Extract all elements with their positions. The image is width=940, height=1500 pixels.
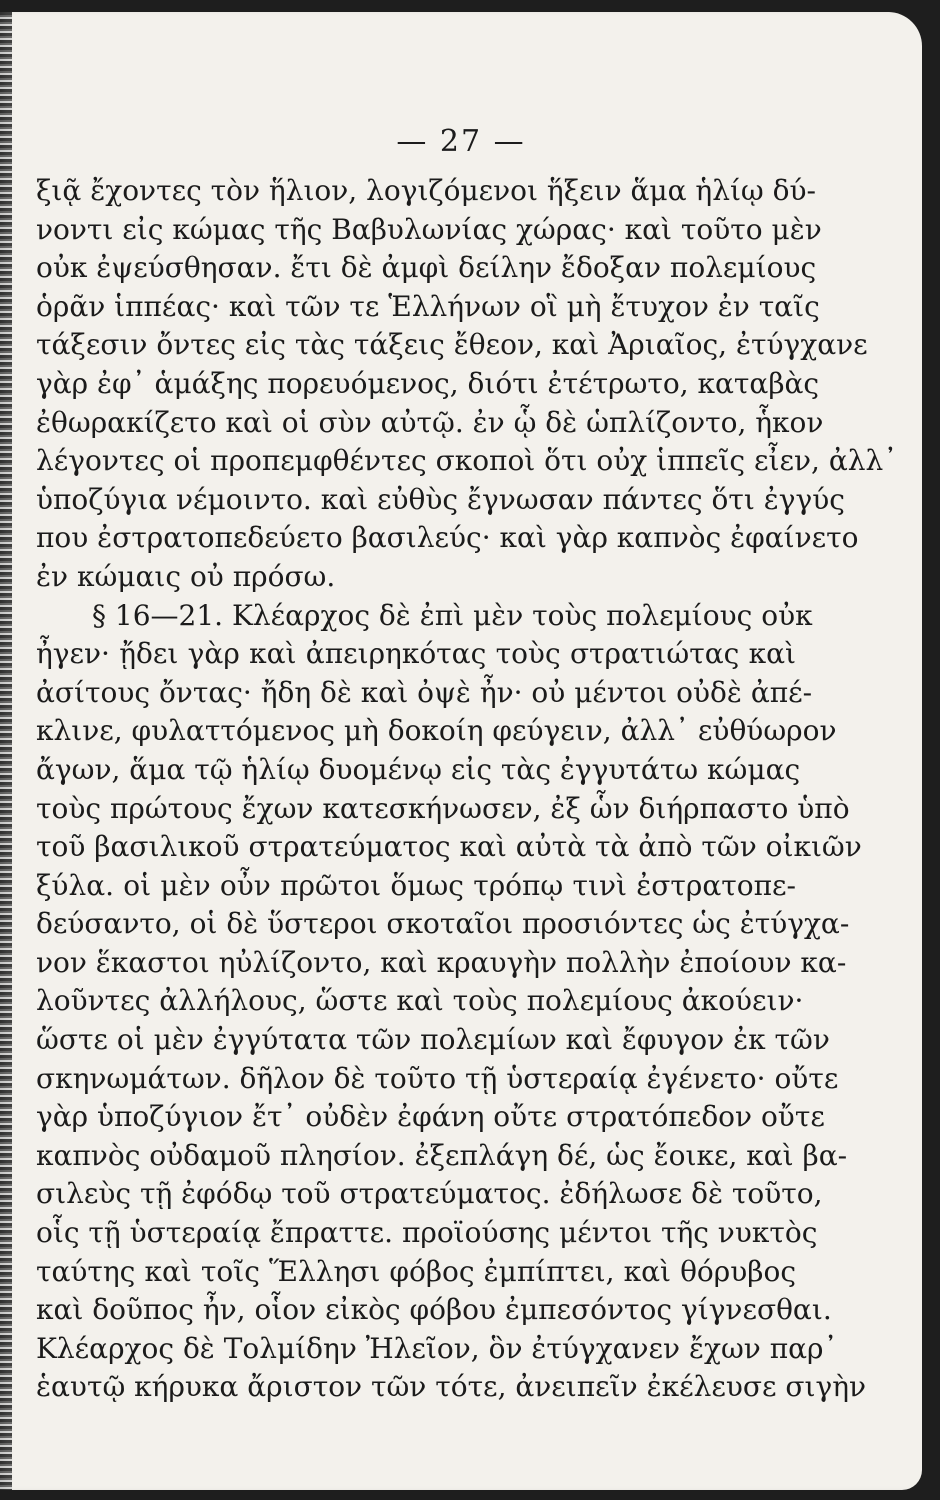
text-line: ξιᾷ ἔχοντες τὸν ἥλιον, λογιζόμενοι ἥξειν ἅμα ἡλίῳ δύ-	[36, 174, 817, 207]
section-heading-line: § 16—21. Κλέαρχος δὲ ἐπὶ μὲν τοὺς πολεμίους οὐκ	[92, 598, 813, 632]
text-line: τοὺς πρώτους ἔχων κατεσκήνωσεν, ἐξ ὧν διήρπαστο ὑπὸ	[36, 791, 850, 825]
page-binding-edge	[0, 12, 12, 1490]
text-line: καὶ δοῦπος ἦν, οἷον εἰκὸς φόβου ἐμπεσόντος γίγνεσθαι.	[36, 1293, 832, 1327]
text-line: ἐν κώμαις οὐ πρόσω.	[36, 559, 336, 593]
text-line: νοντι εἰς κώμας τῆς Βαβυλωνίας χώρας· καὶ τοῦτο μὲν	[36, 212, 822, 246]
text-line: οὐκ ἐψεύσθησαν. ἔτι δὲ ἀμφὶ δείλην ἔδοξαν πολεμίους	[36, 251, 817, 285]
text-line: ἦγεν· ᾔδει γὰρ καὶ ἀπειρηκότας τοὺς στρατιώτας καὶ	[36, 637, 796, 671]
text-line: νον ἕκαστοι ηὐλίζοντο, καὶ κραυγὴν πολλὴν ἐποίουν κα-	[36, 945, 847, 979]
text-line: που ἐστρατοπεδεύετο βασιλεύς· καὶ γὰρ καπνὸς ἐφαίνετο	[36, 521, 859, 555]
text-line: Κλέαρχος δὲ Τολμίδην Ἠλεῖον, ὃν ἐτύγχανεν ἔχων παρ᾽	[36, 1331, 838, 1365]
text-line: καπνὸς οὐδαμοῦ πλησίον. ἐξεπλάγη δέ, ὡς ἔοικε, καὶ βα-	[36, 1138, 848, 1172]
text-line: ξύλα. οἱ μὲν οὖν πρῶτοι ὅμως τρόπῳ τινὶ ἐστρατοπε-	[36, 868, 796, 902]
text-line: ὁρᾶν ἱππέας· καὶ τῶν τε Ἑλλήνων οἳ μὴ ἔτυχον ἐν ταῖς	[36, 289, 820, 323]
text-line: λέγοντες οἱ προπεμφθέντες σκοποὶ ὅτι οὐχ ἱππεῖς εἶεν, ἀλλ᾽	[36, 444, 898, 478]
text-line: γὰρ ὑποζύγιον ἔτ᾽ οὐδὲν ἐφάνη οὔτε στρατόπεδον οὔτε	[36, 1100, 825, 1134]
page-number: — 27 —	[396, 124, 526, 159]
text-line: γὰρ ἐφ᾽ ἁμάξης πορευόμενος, διότι ἐτέτρωτο, καταβὰς	[36, 366, 820, 400]
body-text	[36, 172, 898, 1407]
text-line: ἑαυτῷ κήρυκα ἄριστον τῶν τότε, ἀνειπεῖν ἐκέλευσε σιγὴν	[36, 1370, 867, 1404]
text-line: ὥστε οἱ μὲν ἐγγύτατα τῶν πολεμίων καὶ ἔφυγον ἐκ τῶν	[36, 1023, 830, 1057]
text-line: οἷς τῇ ὑστεραίᾳ ἔπραττε. προϊούσης μέντοι τῆς νυκτὸς	[36, 1216, 818, 1250]
text-line: λοῦντες ἀλλήλους, ὥστε καὶ τοὺς πολεμίους ἀκούειν·	[36, 984, 804, 1018]
text-line: ὑποζύγια νέμοιντο. καὶ εὐθὺς ἔγνωσαν πάντες ὅτι ἐγγύς	[36, 482, 845, 516]
book-page	[0, 12, 922, 1490]
text-line: ἀσίτους ὄντας· ἤδη δὲ καὶ ὀψὲ ἦν· οὐ μέντοι οὐδὲ ἀπέ-	[36, 675, 813, 709]
text-line: ταύτης καὶ τοῖς Ἕλλησι φόβος ἐμπίπτει, καὶ θόρυβος	[36, 1254, 796, 1288]
text-line: σιλεὺς τῇ ἐφόδῳ τοῦ στρατεύματος. ἐδήλωσε δὲ τοῦτο,	[36, 1177, 823, 1211]
text-line: δεύσαντο, οἱ δὲ ὕστεροι σκοταῖοι προσιόντες ὡς ἐτύγχα-	[36, 907, 850, 941]
text-line: ἄγων, ἅμα τῷ ἡλίῳ δυομένῳ εἰς τὰς ἐγγυτάτω κώμας	[36, 752, 801, 786]
text-line: τοῦ βασιλικοῦ στρατεύματος καὶ αὐτὰ τὰ ἀπὸ τῶν οἰκιῶν	[36, 830, 862, 864]
text-line: κλινε, φυλαττόμενος μὴ δοκοίη φεύγειν, ἀλλ᾽ εὐθύωρον	[36, 714, 837, 748]
text-line: ἐθωρακίζετο καὶ οἱ σὺν αὐτῷ. ἐν ᾧ δὲ ὡπλίζοντο, ἧκον	[36, 405, 824, 439]
text-line: τάξεσιν ὄντες εἰς τὰς τάξεις ἔθεον, καὶ Ἀριαῖος, ἐτύγχανε	[36, 328, 868, 362]
text-line: σκηνωμάτων. δῆλον δὲ τοῦτο τῇ ὑστεραίᾳ ἐγένετο· οὔτε	[36, 1061, 839, 1095]
